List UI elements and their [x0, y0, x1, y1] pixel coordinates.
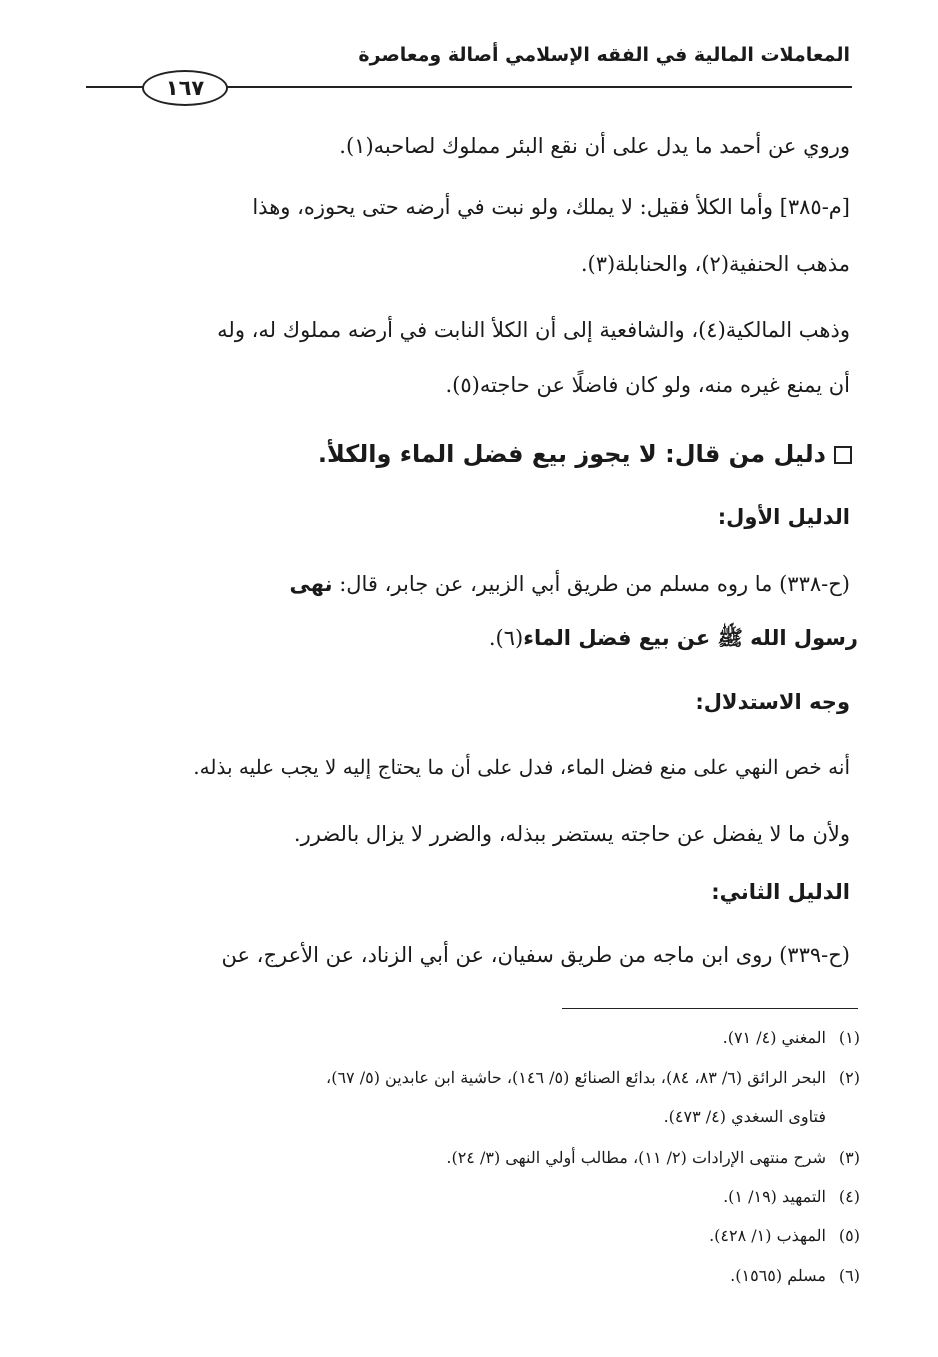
- hadith-339-line1: (ح-٣٣٩) روى ابن ماجه من طريق سفيان، عن أبي الزناد، عن الأعرج، عن: [221, 943, 850, 967]
- paragraph-ahmad-narration: وروي عن أحمد ما يدل على أن نقع البئر مملوك لصاحبه(١).: [339, 134, 850, 158]
- footnote-text: شرح منتهى الإرادات (٢/ ١١)، مطالب أولي النهى (٣/ ٢٤).: [446, 1148, 826, 1167]
- hadith-338-line1: [290, 572, 851, 596]
- paragraph-harm: ولأن ما لا يفضل عن حاجته يستضر ببذله، والضرر لا يزال بالضرر.: [293, 822, 850, 846]
- hadith-338-footnote-ref: (٦).: [488, 626, 524, 650]
- subheading-second-evidence: الدليل الثاني:: [711, 880, 850, 904]
- square-bullet-icon: [834, 446, 852, 464]
- footnote-text: المهذب (١/ ٤٢٨).: [709, 1226, 826, 1245]
- footnote-separator: [562, 1008, 858, 1009]
- footnote-number: (٦): [838, 1266, 860, 1285]
- paragraph-inference: أنه خص النهي على منع فضل الماء، فدل على أن ما يحتاج إليه لا يجب عليه بذله.: [193, 755, 850, 779]
- running-header-title: المعاملات المالية في الفقه الإسلامي أصالة ومعاصرة: [358, 44, 850, 66]
- footnote-item: [446, 1148, 860, 1167]
- footnote-item: [326, 1068, 860, 1087]
- footnote-item: [723, 1028, 860, 1047]
- footnote-number: (٤): [838, 1187, 860, 1206]
- page-number: ١٦٧: [142, 70, 228, 106]
- subheading-first-evidence: الدليل الأول:: [717, 505, 850, 529]
- hadith-338-bold-start: نهى: [289, 572, 333, 596]
- paragraph-kala-line2: مذهب الحنفية(٢)، والحنابلة(٣).: [580, 252, 850, 276]
- footnote-continuation: فتاوى السغدي (٤/ ٤٧٣).: [663, 1107, 826, 1126]
- footnote-item: [709, 1226, 860, 1245]
- subheading-inference: وجه الاستدلال:: [695, 690, 850, 714]
- footnote-text: التمهيد (١٩/ ١).: [723, 1187, 826, 1206]
- footnote-number: (٣): [838, 1148, 860, 1167]
- paragraph-kala-line1: [م-٣٨٥] وأما الكلأ فقيل: لا يملك، ولو نبت في أرضه حتى يحوزه، وهذا: [252, 195, 850, 219]
- footnote-text: المغني (٤/ ٧١).: [722, 1028, 826, 1047]
- section-heading: [318, 440, 852, 468]
- footnote-text: البحر الرائق (٦/ ٨٣، ٨٤)، بدائع الصنائع (٥/ ١٤٦)، حاشية ابن عابدين (٥/ ٦٧)،: [326, 1068, 826, 1087]
- hadith-338-quote: رسول الله ﷺ عن بيع فضل الماء: [523, 626, 858, 650]
- paragraph-malikiyya-line2: أن يمنع غيره منه، ولو كان فاضلًا عن حاجته(٥).: [445, 373, 850, 397]
- footnote-number: (٢): [838, 1068, 860, 1087]
- footnote-number: (٥): [838, 1226, 860, 1245]
- footnote-text: مسلم (١٥٦٥).: [730, 1266, 826, 1285]
- footnote-item: [723, 1187, 860, 1206]
- hadith-338-line2: [489, 625, 858, 656]
- footnote-number: (١): [838, 1028, 860, 1047]
- hadith-338-text: (ح-٣٣٨) ما روه مسلم من طريق أبي الزبير، عن جابر، قال:: [339, 572, 850, 596]
- footnote-item: [730, 1266, 860, 1285]
- section-heading-text: دليل من قال: لا يجوز بيع فضل الماء والكلأ.: [317, 440, 826, 468]
- paragraph-malikiyya-line1: وذهب المالكية(٤)، والشافعية إلى أن الكلأ النابت في أرضه مملوك له، وله: [217, 318, 850, 342]
